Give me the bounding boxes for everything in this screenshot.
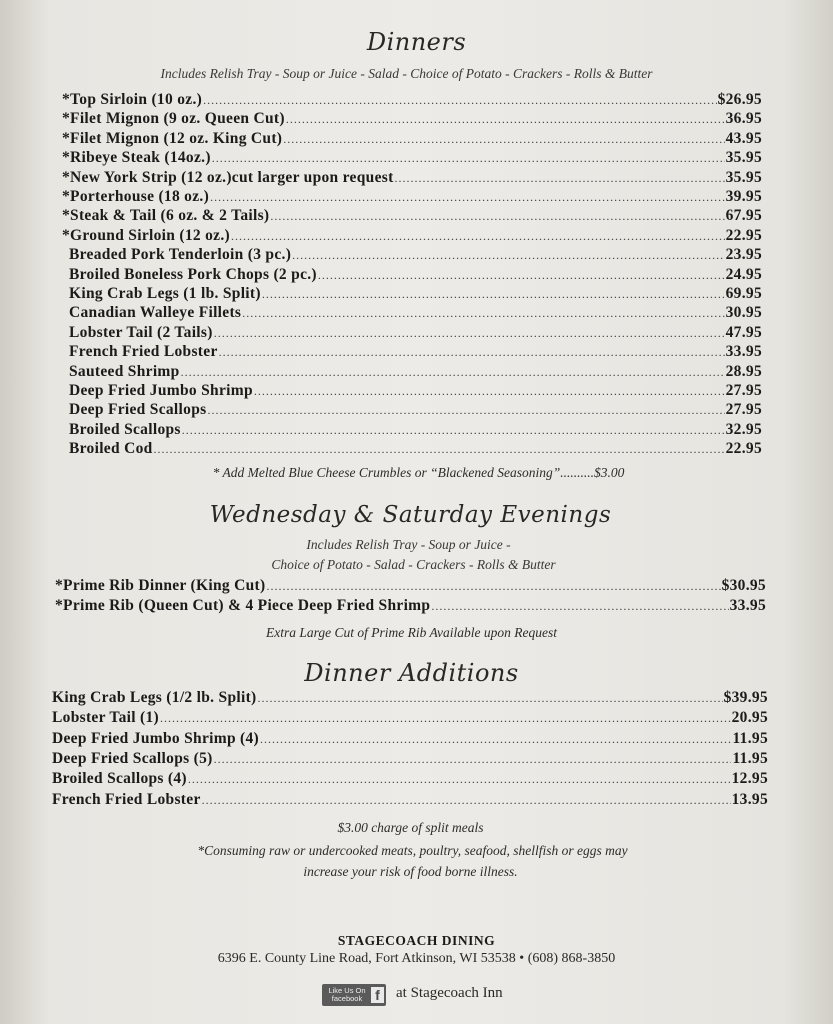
dot-leader xyxy=(395,171,725,186)
menu-item-row xyxy=(55,577,766,595)
menu-item-price: 20.95 xyxy=(731,709,768,727)
menu-item-row xyxy=(62,207,762,225)
menu-item-name: French Fried Lobster xyxy=(52,790,201,808)
menu-item-row xyxy=(62,188,762,206)
menu-item-row xyxy=(52,689,768,707)
dot-leader xyxy=(254,384,725,399)
dot-leader xyxy=(292,248,724,263)
wed-sat-subtitle-1: Includes Relish Tray - Soup or Juice - xyxy=(306,537,511,552)
dot-leader xyxy=(283,132,724,147)
dot-leader xyxy=(188,772,731,787)
menu-item-name: *Top Sirloin (10 oz.) xyxy=(62,91,203,108)
dot-leader xyxy=(160,711,731,726)
dot-leader xyxy=(258,691,723,706)
menu-item-price: 36.95 xyxy=(725,110,762,128)
menu-item-name: *New York Strip (12 oz.)cut larger upon request xyxy=(62,168,394,186)
menu-item-name: Canadian Walleye Fillets xyxy=(69,304,242,322)
dot-leader xyxy=(318,268,725,283)
wed-sat-subtitle-2: Choice of Potato - Salad - Crackers - Rolls & Butter xyxy=(271,557,556,572)
menu-item-row xyxy=(62,227,762,245)
dot-leader xyxy=(260,732,731,747)
menu-item-price: 22.95 xyxy=(725,226,762,244)
menu-item-price: 39.95 xyxy=(725,188,762,205)
facebook-badge[interactable] xyxy=(322,984,386,1006)
menu-item-row xyxy=(62,110,762,128)
menu-item-name: Deep Fried Scallops (5) xyxy=(52,749,213,767)
menu-item-row xyxy=(69,343,762,361)
menu-item-row xyxy=(69,266,762,284)
menu-item-row xyxy=(69,440,762,458)
restaurant-name: STAGECOACH DINING xyxy=(337,933,496,948)
menu-item-price: 35.95 xyxy=(725,168,762,186)
menu-item-price: 27.95 xyxy=(725,401,762,419)
menu-item-price: 69.95 xyxy=(725,285,762,302)
menu-item-price: 67.95 xyxy=(725,207,762,225)
facebook-icon: f xyxy=(371,987,384,1003)
menu-item-row xyxy=(62,169,762,187)
menu-item-price: 12.95 xyxy=(731,770,768,788)
menu-item-price: 47.95 xyxy=(725,323,762,341)
dot-leader xyxy=(210,190,725,205)
food-warning-line-1: *Consuming raw or undercooked meats, poultry, seafood, shellfish or eggs may xyxy=(197,843,628,858)
menu-item-price: 22.95 xyxy=(725,440,762,458)
menu-item-price: 43.95 xyxy=(725,129,762,147)
menu-item-row xyxy=(62,130,762,148)
split-meal-note: $3.00 charge of split meals xyxy=(337,820,484,835)
dot-leader xyxy=(154,442,725,457)
dinners-title: Dinners xyxy=(366,28,467,56)
menu-item-row xyxy=(69,246,762,264)
prime-rib-note: Extra Large Cut of Prime Rib Available upon Request xyxy=(266,625,557,640)
menu-item-name: Broiled Scallops (4) xyxy=(52,770,187,788)
menu-item-name: *Prime Rib Dinner (King Cut) xyxy=(55,577,266,594)
dot-leader xyxy=(214,752,732,767)
menu-item-price: 13.95 xyxy=(731,790,768,808)
menu-item-price: 32.95 xyxy=(725,420,762,438)
menu-item-name: Lobster Tail (1) xyxy=(52,709,160,727)
wed-sat-title: Wednesday & Saturday Evenings xyxy=(209,502,612,528)
menu-item-name: *Steak & Tail (6 oz. & 2 Tails) xyxy=(62,207,270,225)
menu-item-name: Breaded Pork Tenderloin (3 pc.) xyxy=(69,246,292,264)
dot-leader xyxy=(207,403,724,418)
menu-item-name: *Ground Sirloin (12 oz.) xyxy=(62,226,230,244)
facebook-badge-text: Like Us On facebook xyxy=(328,986,366,1003)
menu-item-row xyxy=(52,709,768,727)
menu-item-row xyxy=(69,382,762,400)
menu-item-price: 11.95 xyxy=(732,749,768,767)
menu-item-price: $30.95 xyxy=(721,577,766,594)
menu-item-name: *Porterhouse (18 oz.) xyxy=(62,188,210,205)
menu-item-name: Sauteed Shrimp xyxy=(69,362,180,380)
menu-item-row xyxy=(52,730,768,748)
additions-title: Dinner Additions xyxy=(304,659,519,687)
restaurant-address: 6396 E. County Line Road, Fort Atkinson, WI 53538 • (608) 868-3850 xyxy=(217,951,616,966)
menu-item-price: $26.95 xyxy=(717,91,762,108)
menu-item-name: Deep Fried Jumbo Shrimp (4) xyxy=(52,729,260,747)
dot-leader xyxy=(202,793,731,808)
dot-leader xyxy=(231,229,725,244)
menu-item-name: King Crab Legs (1 lb. Split) xyxy=(69,285,261,302)
menu-item-row xyxy=(69,285,762,303)
dot-leader xyxy=(181,365,725,380)
dot-leader xyxy=(262,287,725,302)
dinners-subtitle: Includes Relish Tray - Soup or Juice - Salad - Choice of Potato - Crackers - Rolls & Butter xyxy=(160,66,653,81)
menu-item-price: 27.95 xyxy=(725,382,762,399)
dot-leader xyxy=(266,579,720,594)
menu-item-price: 11.95 xyxy=(732,729,768,747)
dot-leader xyxy=(431,599,728,614)
menu-item-name: Deep Fried Scallops xyxy=(69,401,207,419)
dot-leader xyxy=(286,112,725,127)
dinners-addon-note: * Add Melted Blue Cheese Crumbles or “Blackened Seasoning”..........$3.00 xyxy=(212,465,625,480)
food-warning-line-2: increase your risk of food borne illness. xyxy=(303,864,518,879)
menu-item-row xyxy=(52,791,768,809)
menu-item-name: *Filet Mignon (12 oz. King Cut) xyxy=(62,129,283,147)
facebook-page-label[interactable]: at Stagecoach Inn xyxy=(396,985,503,1001)
menu-item-row xyxy=(69,363,762,381)
menu-item-name: Lobster Tail (2 Tails) xyxy=(69,323,213,341)
dot-leader xyxy=(203,93,716,108)
dot-leader xyxy=(219,345,725,360)
menu-item-row xyxy=(62,149,762,167)
menu-item-price: $39.95 xyxy=(723,689,768,706)
menu-item-row xyxy=(62,91,762,109)
menu-item-name: *Prime Rib (Queen Cut) & 4 Piece Deep Fried Shrimp xyxy=(55,596,431,614)
dot-leader xyxy=(182,423,725,438)
menu-item-name: French Fried Lobster xyxy=(69,343,218,361)
menu-item-row xyxy=(55,597,766,615)
menu-item-row xyxy=(52,750,768,768)
menu-item-price: 23.95 xyxy=(725,246,762,264)
menu-item-name: *Ribeye Steak (14oz.) xyxy=(62,149,211,167)
menu-item-price: 33.95 xyxy=(729,596,766,614)
dot-leader xyxy=(212,151,725,166)
menu-item-row xyxy=(69,421,762,439)
menu-item-name: Broiled Boneless Pork Chops (2 pc.) xyxy=(69,265,317,283)
menu-item-row xyxy=(69,401,762,419)
menu-item-row xyxy=(69,324,762,342)
menu-item-price: 33.95 xyxy=(725,343,762,361)
menu-item-price: 28.95 xyxy=(725,362,762,380)
menu-item-price: 24.95 xyxy=(725,265,762,283)
dot-leader xyxy=(242,306,724,321)
menu-item-name: Broiled Scallops xyxy=(69,420,181,438)
menu-item-price: 30.95 xyxy=(725,304,762,322)
dot-leader xyxy=(270,209,724,224)
menu-item-price: 35.95 xyxy=(725,149,762,167)
menu-item-name: Deep Fried Jumbo Shrimp xyxy=(69,382,253,399)
dot-leader xyxy=(214,326,725,341)
menu-item-name: Broiled Cod xyxy=(69,440,153,458)
menu-item-name: *Filet Mignon (9 oz. Queen Cut) xyxy=(62,110,285,128)
menu-item-row xyxy=(52,770,768,788)
menu-item-name: King Crab Legs (1/2 lb. Split) xyxy=(52,689,257,706)
menu-item-row xyxy=(69,304,762,322)
